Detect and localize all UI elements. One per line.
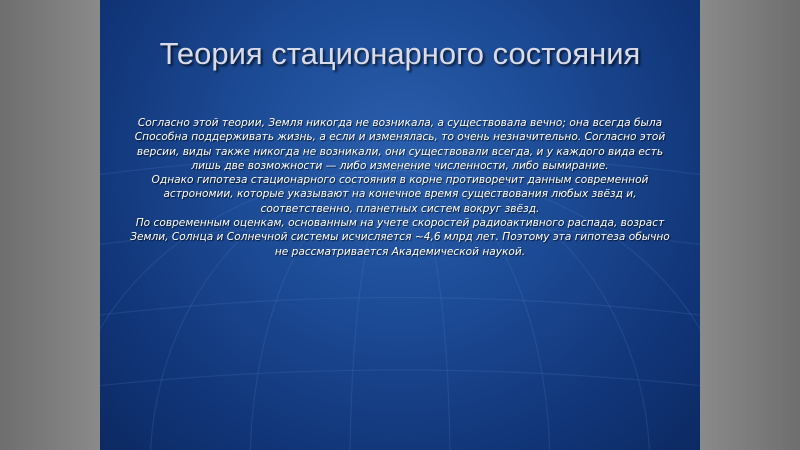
body-line: Согласно этой теории, Земля никогда не возникала, а существовала вечно; она всегда была	[137, 117, 663, 129]
body-line: не рассматривается Академической наукой.	[274, 245, 526, 258]
body-line: Земли, Солнца и Солнечной системы исчисляется ~4,6 млрд лет. Поэтому эта гипотеза обычно	[130, 231, 670, 244]
slide-title: Теория стационарного состояния	[159, 36, 641, 71]
body-line: версии, виды также никогда не возникали, они существовали всегда, и у каждого вида есть	[136, 145, 664, 158]
slide	[100, 0, 700, 450]
body-line: По современным оценкам, основанным на учете скоростей радиоактивного распада, возраст	[135, 217, 665, 230]
body-line: лишь две возможности — либо изменение численности, либо вымирание.	[191, 159, 609, 172]
body-line: соответственно, планетных систем вокруг звёзд.	[260, 202, 540, 215]
body-line: Однако гипотеза стационарного состояния в корне противоречит данным современной	[151, 174, 649, 187]
right-side-panel	[700, 0, 800, 450]
body-line: астрономии, которые указывают на конечное время существования любых звёзд и,	[163, 188, 637, 201]
slide-body-text	[124, 118, 676, 261]
left-side-panel	[0, 0, 100, 450]
body-line: Способна поддерживать жизнь, а если и изменялась, то очень незначительно. Согласно этой	[134, 131, 666, 144]
